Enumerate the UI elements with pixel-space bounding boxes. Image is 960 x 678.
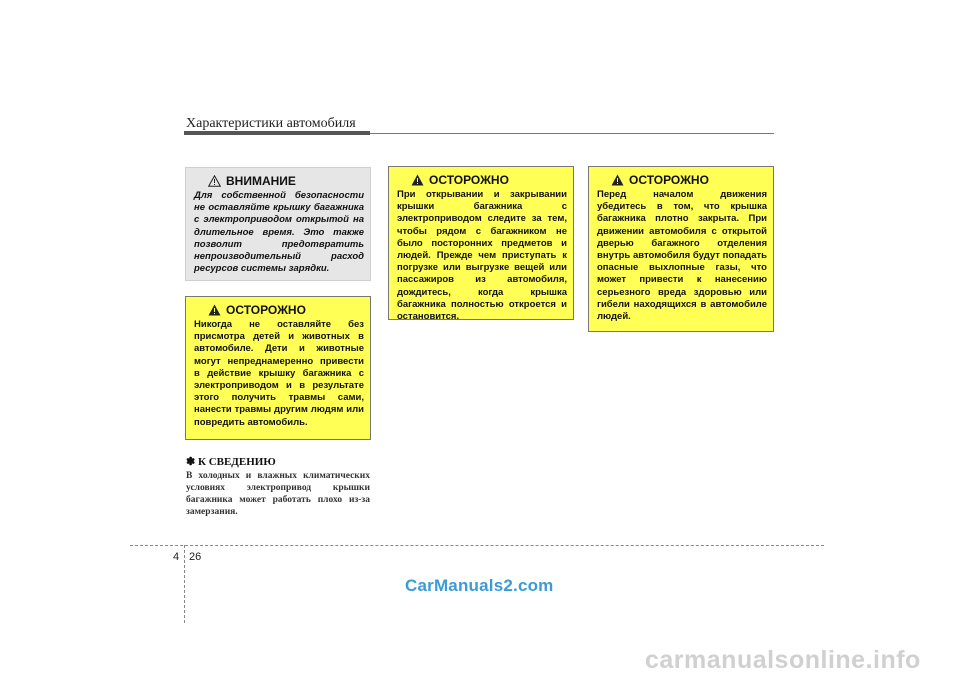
- watermark-carmanuals2[interactable]: CarManuals2.com: [405, 576, 554, 595]
- footer-dashed-rule: [130, 545, 824, 546]
- footer-vertical-rule: [184, 545, 185, 623]
- caution-driving-header: [597, 173, 767, 187]
- caution-driving-text: Перед началом движения убедитесь в том, что крышка багажника плотно закрыта. При движении автомобиля с открытой дверью багажного отделения внутрь автомобиля будут попадать опасные выхлопные газы, что может привести к нанесению серьезного вреда здоровью или гибели находящихся в автомобиле людей.: [597, 189, 767, 323]
- caution-children-heading: ОСТОРОЖНО: [226, 303, 306, 317]
- warning-filled-icon: [611, 174, 624, 186]
- header-rule-thin: [370, 133, 774, 134]
- info-note: [186, 455, 370, 518]
- attention-notice-text: Для собственной безопасности не оставляйте крышку багажника с электроприводом открытой на длительное время. Это также позволит предотвратить непроизводительный расход ресурсов системы зарядки.: [194, 190, 364, 275]
- info-note-text: В холодных и влажных климатических условиях электропривод крышки багажника может работать плохо из-за замерзания.: [186, 471, 370, 517]
- caution-opening-text: При открывании и закрывании крышки багажника с электроприводом следите за тем, чтобы рядом с багажником не было посторонних предметов и людей. Прежде чем приступать к погрузке или выгрузке вещей или пассажиров из автомобиля, дождитесь, когда крышка багажника полностью откроется и остановится.: [397, 189, 567, 323]
- info-note-heading: ✽ К СВЕДЕНИЮ: [186, 456, 276, 468]
- caution-driving-heading: ОСТОРОЖНО: [629, 173, 709, 187]
- caution-driving-box: [588, 166, 774, 332]
- attention-notice-header: [194, 174, 364, 188]
- chapter-number: 4: [173, 551, 180, 563]
- caution-children-text: Никогда не оставляйте без присмотра детей и животных в автомобиле. Дети и животные могут непреднамеренно привести в действие крышку багажника с электроприводом и в результате этого получить травмы сами, нанести травмы другим людям или повредить автомобиль.: [194, 319, 364, 428]
- page-number: 26: [189, 551, 202, 563]
- page-header-title: Характеристики автомобиля: [186, 116, 356, 131]
- attention-notice-heading: ВНИМАНИЕ: [226, 174, 296, 188]
- caution-opening-box: [388, 166, 574, 323]
- caution-opening-heading: ОСТОРОЖНО: [429, 173, 509, 187]
- caution-children-box: [185, 296, 371, 440]
- warning-outline-icon: [208, 175, 221, 187]
- attention-notice-box: [185, 167, 371, 281]
- caution-opening-header: [397, 173, 567, 187]
- watermark-carmanualsonline[interactable]: carmanualsonline.info: [645, 646, 921, 674]
- warning-filled-icon: [411, 174, 424, 186]
- header-rule-thick: [184, 131, 370, 135]
- warning-filled-icon: [208, 304, 221, 316]
- caution-children-header: [194, 303, 364, 317]
